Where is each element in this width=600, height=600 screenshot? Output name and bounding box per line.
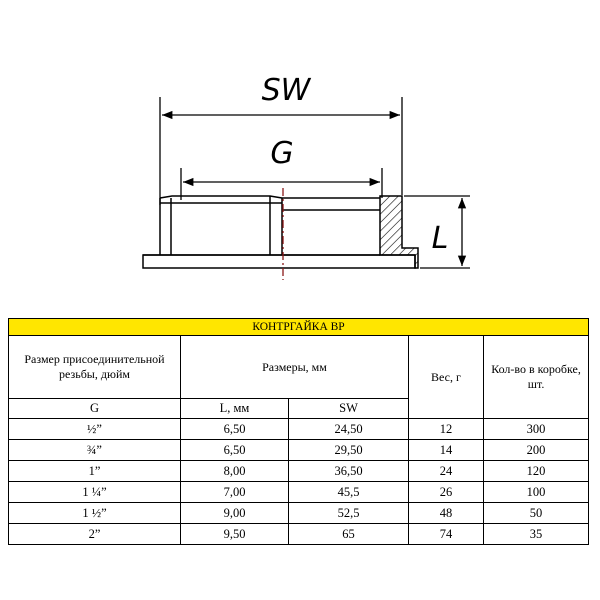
header-qty: Кол-во в коробке, шт. [484,336,589,419]
g-label: G [270,136,294,171]
table-title-row [9,319,589,336]
table-cell: 1 ½” [9,503,181,524]
table-cell: 1” [9,461,181,482]
sw-label: SW [261,73,311,108]
table-title: КОНТРГАЙКА ВР [9,319,589,336]
table-row [9,524,589,545]
table-row [9,461,589,482]
table-cell: 26 [409,482,484,503]
header-weight: Вес, г [409,336,484,419]
table-cell: 9,00 [181,503,289,524]
table-cell: 74 [409,524,484,545]
table-cell: 9,50 [181,524,289,545]
table-row [9,482,589,503]
spec-table [8,318,589,545]
table-cell: 120 [484,461,589,482]
header-size: Размер присоединительной резьбы, дюйм [9,336,181,399]
table-cell: 6,50 [181,440,289,461]
table-cell: 200 [484,440,589,461]
table-cell: ¾” [9,440,181,461]
table-cell: 8,00 [181,461,289,482]
table-row [9,440,589,461]
table-cell: 14 [409,440,484,461]
subheader-g: G [9,399,181,419]
table-row [9,419,589,440]
table-cell: 65 [289,524,409,545]
table-cell: 45,5 [289,482,409,503]
subheader-sw: SW [289,399,409,419]
header-row [9,336,589,399]
l-dimension [404,196,470,268]
l-label: L [431,221,449,256]
header-dims: Размеры, мм [181,336,409,399]
table-cell: 2” [9,524,181,545]
subheader-l: L, мм [181,399,289,419]
table-cell: 300 [484,419,589,440]
table-cell: ½” [9,419,181,440]
g-dimension [181,136,382,200]
table-cell: 6,50 [181,419,289,440]
table-cell: 7,00 [181,482,289,503]
table-cell: 100 [484,482,589,503]
table-row [9,503,589,524]
table-cell: 24,50 [289,419,409,440]
table-cell: 50 [484,503,589,524]
table-cell: 1 ¼” [9,482,181,503]
table-cell: 29,50 [289,440,409,461]
table-cell: 24 [409,461,484,482]
table-cell: 12 [409,419,484,440]
table-cell: 36,50 [289,461,409,482]
nut-body [143,196,418,268]
table-cell: 52,5 [289,503,409,524]
table-cell: 48 [409,503,484,524]
table-cell: 35 [484,524,589,545]
